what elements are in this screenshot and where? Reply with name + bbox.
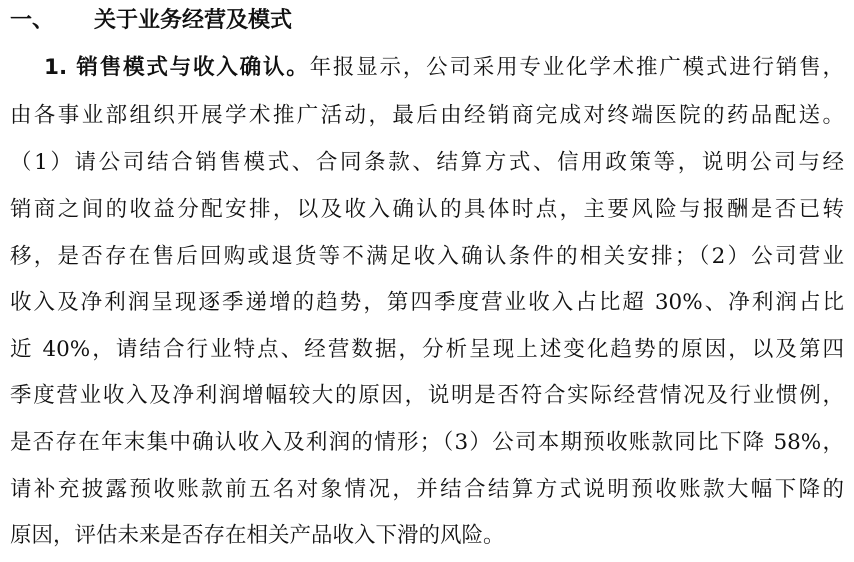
section-number: 一、 [10, 8, 55, 33]
section-heading [10, 6, 292, 36]
line-text-1: 年报显示，公司采用专业化学术推广模式进行销售， [309, 55, 844, 80]
paragraph-line-8: 季度营业收入及净利润增幅较大的原因，说明是否符合实际经营情况及行业惯例， [10, 383, 844, 408]
paragraph-line-10: 请补充披露预收账款前五名对象情况，并结合结算方式说明预收账款大幅下降的 [10, 477, 844, 502]
paragraph-line-11: 原因，评估未来是否存在相关产品收入下滑的风险。 [10, 523, 505, 548]
paragraph-line-4: 销商之间的收益分配安排，以及收入确认的具体时点，主要风险与报酬是否已转 [10, 197, 844, 222]
item-label: 1. 销售模式与收入确认。 [44, 55, 310, 80]
paragraph-line-7: 近 40%，请结合行业特点、经营数据，分析呈现上述变化趋势的原因，以及第四 [10, 337, 844, 362]
paragraph-line-5: 移，是否存在售后回购或退货等不满足收入确认条件的相关安排；（2）公司营业 [10, 244, 844, 269]
paragraph-line-6: 收入及净利润呈现逐季递增的趋势，第四季度营业收入占比超 30%、净利润占比 [10, 290, 844, 315]
paragraph-line-9: 是否存在年末集中确认收入及利润的情形；（3）公司本期预收账款同比下降 58%， [10, 430, 844, 455]
paragraph-line-3: （1）请公司结合销售模式、合同条款、结算方式、信用政策等，说明公司与经 [10, 150, 844, 175]
section-title: 关于业务经营及模式 [94, 8, 293, 33]
paragraph-line-1 [44, 53, 844, 83]
paragraph-line-2: 由各事业部组织开展学术推广活动，最后由经销商完成对终端医院的药品配送。 [10, 103, 844, 128]
